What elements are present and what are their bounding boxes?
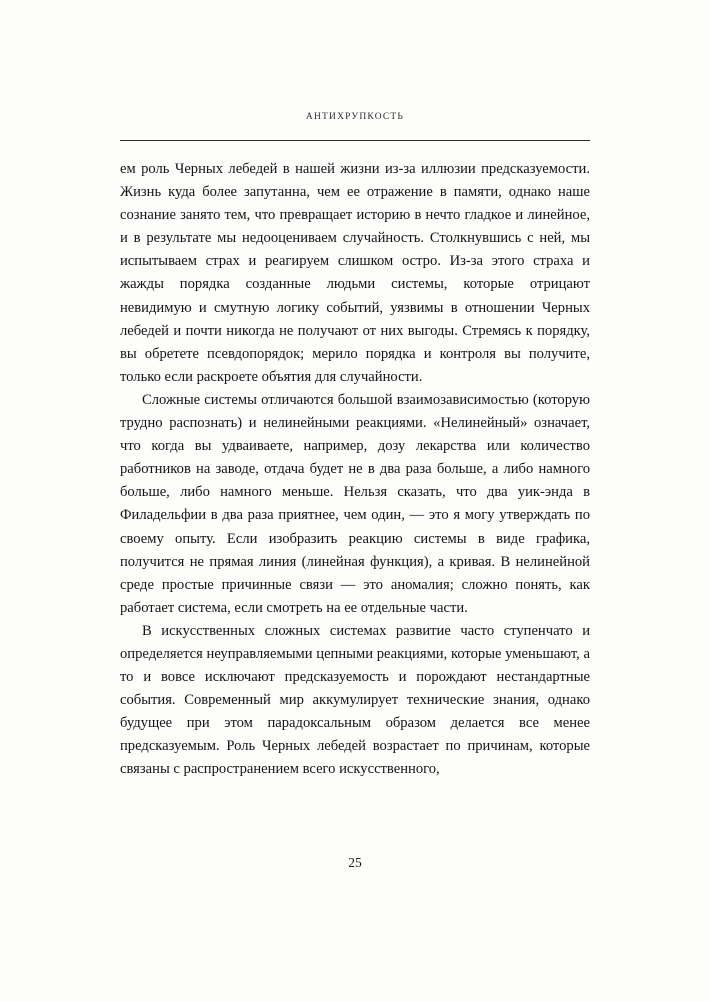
paragraph: В искусственных сложных системах развитие часто ступенчато и определяется неуправляемыми цепными реакциями, которые уменьшают, а то и вовсе исключают предсказуемость и порождают нестандартные события. Современный мир аккумулирует технические знания, однако будущее при этом парадоксальным образом делается все менее предсказуемым. Роль Черных лебедей возрастает по причинам, которые связаны с распространением всего искусственного, <box>120 622 590 778</box>
paragraph: ем роль Черных лебедей в нашей жизни из-за иллюзии предсказуемости. Жизнь куда более запутанна, чем ее отражение в памяти, однако наше сознание занято тем, что превращает историю в нечто гладкое и линейное, и в результате мы недооцениваем случайность. Столкнувшись с ней, мы испытываем страх и реагируем слишком остро. Из-за этого страха и жажды порядка созданные людьми системы, которые отрицают невидимую и смутную логику событий, уязвимы в отношении Черных лебедей и почти никогда не получают от них выгоды. Стремясь к порядку, вы обретете псевдопорядок; мерило порядка и контроля вы получите, только если раскроете объятия для случайности. <box>120 161 590 385</box>
page-text-block <box>120 0 590 1001</box>
paragraph: Сложные системы отличаются большой взаимозависимостью (которую трудно распознать) и нелинейными реакциями. «Нелинейный» означает, что когда вы удваиваете, например, дозу лекарства или количество работников на заводе, отдача будет не в два раза больше, а либо намного больше, либо намного меньше. Нельзя сказать, что два уик-энда в Филадельфии в два раза приятнее, чем один, — это я могу утверждать по своему опыту. Если изобразить реакцию системы в виде графика, получится не прямая линия (линейная функция), а кривая. В нелинейной среде простые причинные связи — это аномалия; сложно понять, как работает система, если смотреть на ее отдельные части. <box>120 391 590 616</box>
running-head: АНТИХРУПКОСТЬ <box>305 112 405 122</box>
page-number: 25 <box>348 855 362 870</box>
header-divider <box>120 140 590 141</box>
body-text <box>120 158 590 782</box>
